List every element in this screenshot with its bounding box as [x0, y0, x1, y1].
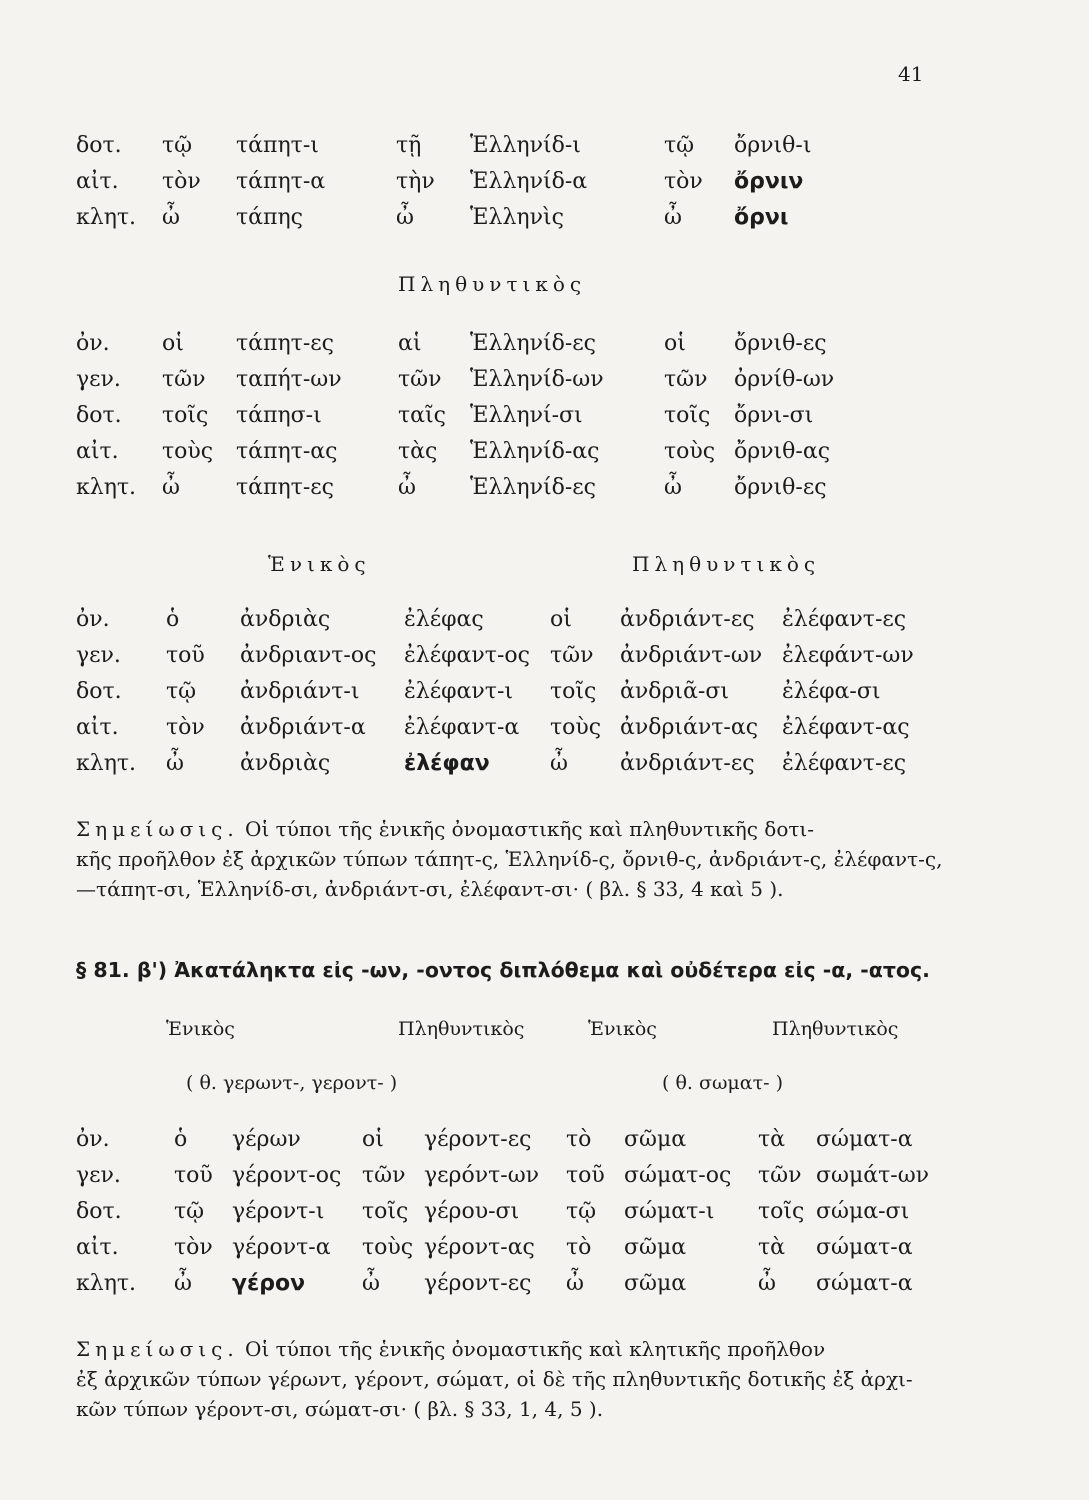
noun-form: τάπησ-ι — [236, 403, 322, 428]
article: αἱ — [398, 331, 422, 356]
article: τῶν — [550, 643, 594, 668]
article: τῶν — [758, 1163, 802, 1188]
noun-form: ἐλέφαντ-α — [404, 715, 520, 740]
singular-heading: Ἑνικὸς — [268, 552, 371, 576]
article: οἱ — [550, 607, 572, 632]
noun-form: ἀνδριάντ-ων — [620, 643, 763, 668]
table-row — [0, 128, 1089, 164]
noun-form: ὄρνι-σι — [734, 403, 814, 428]
article: ὦ — [162, 475, 180, 500]
article: τῷ — [174, 1199, 205, 1224]
noun-form: ὄρνιθ-ας — [734, 439, 831, 464]
noun-form: Ἑλληνίδ-ι — [470, 133, 581, 158]
article: τῶν — [664, 367, 708, 392]
noun-form: ἀνδριάντ-α — [240, 715, 366, 740]
article: τῶν — [162, 367, 206, 392]
noun-form: ἐλέφαντ-ι — [404, 679, 514, 704]
noun-form: ἐλέφας — [404, 607, 484, 632]
note-paragraph — [76, 1334, 926, 1424]
noun-form: Ἑλληνίδ-ες — [470, 331, 596, 356]
noun-form: σῶμα — [624, 1127, 687, 1152]
article: τὸν — [664, 169, 703, 194]
noun-form-bold: ὄρνι — [734, 205, 789, 230]
noun-form: ἐλέφαντ-ες — [782, 607, 907, 632]
article: ὦ — [550, 751, 568, 776]
case-label: αἰτ. — [76, 439, 119, 464]
article: ὦ — [174, 1271, 192, 1296]
article: ὦ — [566, 1271, 584, 1296]
note-text: —τάπητ-σι, Ἑλληνίδ-σι, ἀνδριάντ-σι, ἐλέφαντ-σι· ( βλ. § 33, 4 καὶ 5 ). — [76, 877, 784, 901]
noun-form: Ἑλληνίδ-α — [470, 169, 588, 194]
table-row — [0, 1266, 1089, 1302]
note-paragraph — [76, 814, 943, 904]
article: τῇ — [396, 133, 422, 158]
note-text: κῆς προῆλθον ἐξ ἀρχικῶν τύπων τάπητ-ς, Ἑλληνίδ-ς, ὄρνιθ-ς, ἀνδριάντ-ς, ἐλέφαντ-ς, — [76, 847, 943, 871]
noun-form: γέροντ-ι — [232, 1199, 325, 1224]
table-row — [0, 710, 1089, 746]
noun-form: τάπητ-ας — [236, 439, 338, 464]
page-number: 41 — [898, 62, 924, 86]
noun-form: γέρων — [232, 1127, 301, 1152]
case-label: ὀν. — [76, 331, 110, 356]
case-label: αἰτ. — [76, 715, 119, 740]
noun-form: γέροντ-ος — [232, 1163, 342, 1188]
singular-heading: Ἑνικὸς — [166, 1018, 235, 1040]
noun-form: ὄρνιθ-ες — [734, 475, 827, 500]
stem-note: ( θ. γερωντ-, γεροντ- ) — [186, 1072, 398, 1094]
note-text: Οἱ τύποι τῆς ἑνικῆς ὀνομαστικῆς καὶ κλητικῆς προῆλθον — [245, 1337, 826, 1361]
noun-form: σώμα-σι — [816, 1199, 910, 1224]
note-text: ἐξ ἀρχικῶν τύπων γέρωντ, γέροντ, σώματ, οἱ δὲ τῆς πληθυντικῆς δοτικῆς ἐξ ἀρχι- — [76, 1367, 913, 1391]
case-label: δοτ. — [76, 1199, 122, 1224]
case-label: αἰτ. — [76, 1235, 119, 1260]
table-row — [0, 164, 1089, 200]
noun-form: ἀνδριαντ-ος — [240, 643, 377, 668]
noun-form: γέροντ-α — [232, 1235, 331, 1260]
noun-form: γερόντ-ων — [424, 1163, 540, 1188]
noun-form: σώματ-α — [816, 1271, 913, 1296]
article: τοὺς — [362, 1235, 414, 1260]
case-label: γεν. — [76, 1163, 121, 1188]
noun-form: τάπητ-ες — [236, 331, 334, 356]
article: ὦ — [166, 751, 184, 776]
case-label: κλητ. — [76, 1271, 137, 1296]
noun-form: ἀνδριάντ-ες — [620, 751, 755, 776]
noun-form: ἀνδριάντ-ες — [620, 607, 755, 632]
noun-form-bold: ὄρνιν — [734, 169, 804, 194]
table-row — [0, 638, 1089, 674]
article: ὦ — [398, 475, 416, 500]
noun-form: τάπητ-ι — [236, 133, 319, 158]
table-row — [0, 200, 1089, 236]
table-row — [0, 470, 1089, 506]
noun-form: ἀνδριάντ-ας — [620, 715, 759, 740]
case-label: δοτ. — [76, 133, 122, 158]
article: τοῖς — [664, 403, 711, 428]
article: τῷ — [566, 1199, 597, 1224]
singular-heading: Ἑνικὸς — [588, 1018, 657, 1040]
noun-form-bold: ἐλέφαν — [404, 751, 490, 776]
case-label: δοτ. — [76, 403, 122, 428]
article: τῷ — [664, 133, 695, 158]
article: ὦ — [362, 1271, 380, 1296]
noun-form: γέροντ-ας — [424, 1235, 535, 1260]
article: τοῖς — [550, 679, 597, 704]
case-label: γεν. — [76, 367, 121, 392]
noun-form: ἀνδριάντ-ι — [240, 679, 360, 704]
table-row — [0, 674, 1089, 710]
article: τὸν — [162, 169, 201, 194]
article: ὦ — [396, 205, 414, 230]
table-row — [0, 1194, 1089, 1230]
case-label: γεν. — [76, 643, 121, 668]
plural-heading: Πληθυντικὸς — [398, 272, 587, 296]
noun-form: ὀρνίθ-ων — [734, 367, 835, 392]
noun-form: τάπητ-α — [236, 169, 326, 194]
noun-form: Ἑλληνίδ-ες — [470, 475, 596, 500]
case-label: ὀν. — [76, 1127, 110, 1152]
table-row — [0, 1158, 1089, 1194]
article: τοῦ — [566, 1163, 605, 1188]
noun-form: γέροντ-ες — [424, 1127, 532, 1152]
noun-form: σώματ-ι — [624, 1199, 715, 1224]
case-label: ὀν. — [76, 607, 110, 632]
article: τοῦ — [174, 1163, 213, 1188]
article: τῷ — [166, 679, 197, 704]
noun-form: τάπητ-ες — [236, 475, 334, 500]
noun-form: γέρου-σι — [424, 1199, 520, 1224]
noun-form: ἀνδριὰς — [240, 607, 331, 632]
article: τὸ — [566, 1127, 592, 1152]
case-label: δοτ. — [76, 679, 122, 704]
table-row — [0, 1122, 1089, 1158]
article: τοὺς — [550, 715, 602, 740]
article: τὰ — [758, 1127, 786, 1152]
article: τοὺς — [162, 439, 214, 464]
noun-form-bold: γέρον — [232, 1271, 306, 1296]
article: ὦ — [664, 205, 682, 230]
article: ὦ — [162, 205, 180, 230]
plural-heading: Πληθυντικὸς — [772, 1018, 899, 1040]
noun-form: σῶμα — [624, 1235, 687, 1260]
article: ὁ — [174, 1127, 188, 1152]
note-label: Σημείωσις. — [76, 1337, 239, 1361]
noun-form: σώματ-α — [816, 1127, 913, 1152]
noun-form: ἐλεφάντ-ων — [782, 643, 914, 668]
noun-form: ἐλέφαντ-ος — [404, 643, 530, 668]
case-label: αἰτ. — [76, 169, 119, 194]
noun-form: Ἑλληνὶς — [470, 205, 564, 230]
article: ὦ — [664, 475, 682, 500]
noun-form: ὄρνιθ-ες — [734, 331, 827, 356]
noun-form: τάπης — [236, 205, 303, 230]
article: τοῦ — [166, 643, 205, 668]
article: τοὺς — [664, 439, 716, 464]
article: τοῖς — [162, 403, 209, 428]
article: τὰς — [398, 439, 438, 464]
noun-form: Ἑλληνί-σι — [470, 403, 583, 428]
table-row — [0, 1230, 1089, 1266]
article: τὴν — [396, 169, 435, 194]
noun-form: Ἑλληνίδ-ας — [470, 439, 600, 464]
noun-form: Ἑλληνίδ-ων — [470, 367, 604, 392]
article: τὸν — [174, 1235, 213, 1260]
article: οἱ — [162, 331, 184, 356]
noun-form: σωμάτ-ων — [816, 1163, 930, 1188]
noun-form: ταπήτ-ων — [236, 367, 342, 392]
article: τοῖς — [362, 1199, 409, 1224]
noun-form: σώματ-ος — [624, 1163, 732, 1188]
article: τοῖς — [758, 1199, 805, 1224]
article: τῶν — [362, 1163, 406, 1188]
case-label: κλητ. — [76, 475, 137, 500]
table-row — [0, 602, 1089, 638]
noun-form: ἀνδριᾶ-σι — [620, 679, 729, 704]
noun-form: ἐλέφα-σι — [782, 679, 881, 704]
table-row — [0, 434, 1089, 470]
plural-heading: Πληθυντικὸς — [632, 552, 821, 576]
noun-form: ὄρνιθ-ι — [734, 133, 812, 158]
case-label: κλητ. — [76, 751, 137, 776]
plural-heading: Πληθυντικὸς — [398, 1018, 525, 1040]
article: τὸν — [166, 715, 205, 740]
article: τὸ — [566, 1235, 592, 1260]
article: ταῖς — [398, 403, 446, 428]
article: ὦ — [758, 1271, 776, 1296]
note-text: Οἱ τύποι τῆς ἑνικῆς ὀνομαστικῆς καὶ πληθυντικῆς δοτι- — [245, 817, 815, 841]
noun-form: ἐλέφαντ-ες — [782, 751, 907, 776]
noun-form: ἐλέφαντ-ας — [782, 715, 910, 740]
note-text: κῶν τύπων γέροντ-σι, σώματ-σι· ( βλ. § 33, 1, 4, 5 ). — [76, 1397, 604, 1421]
table-row — [0, 362, 1089, 398]
table-row — [0, 746, 1089, 782]
noun-form: σώματ-α — [816, 1235, 913, 1260]
note-label: Σημείωσις. — [76, 817, 239, 841]
table-row — [0, 326, 1089, 362]
noun-form: ἀνδριὰς — [240, 751, 331, 776]
case-label: κλητ. — [76, 205, 137, 230]
article: τῶν — [398, 367, 442, 392]
noun-form: σῶμα — [624, 1271, 687, 1296]
article: τὰ — [758, 1235, 786, 1260]
article: οἱ — [664, 331, 686, 356]
section-title: § 81. β') Ἀκατάληκτα εἰς -ων, -οντος διπλόθεμα καὶ οὐδέτερα εἰς -α, -ατος. — [76, 958, 930, 982]
article: οἱ — [362, 1127, 384, 1152]
table-row — [0, 398, 1089, 434]
article: ὁ — [166, 607, 180, 632]
noun-form: γέροντ-ες — [424, 1271, 532, 1296]
article: τῷ — [162, 133, 193, 158]
stem-note: ( θ. σωματ- ) — [662, 1072, 783, 1094]
